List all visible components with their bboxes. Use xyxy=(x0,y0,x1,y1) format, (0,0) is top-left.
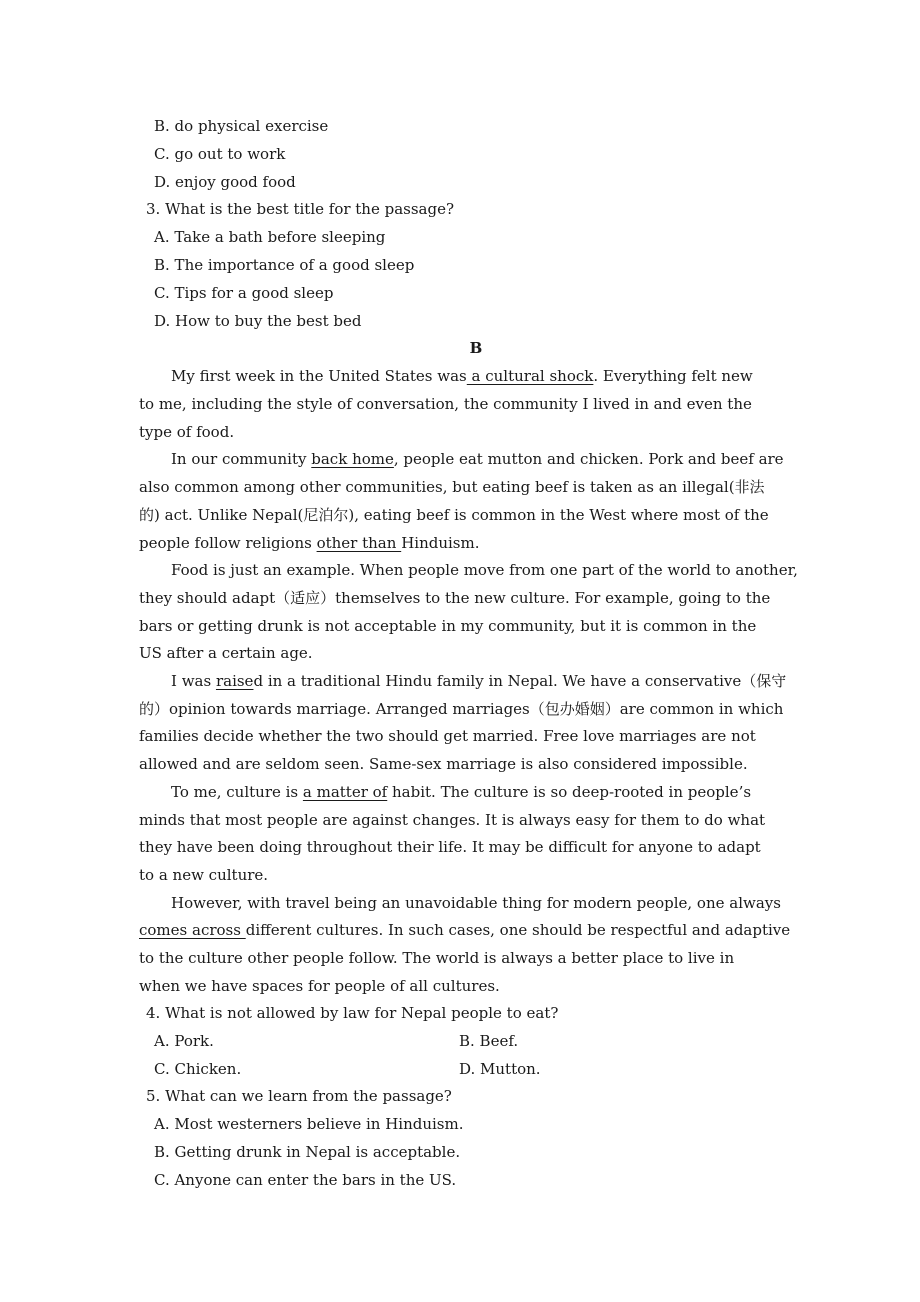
q3-question: 3. What is the best title for the passage? xyxy=(146,200,455,218)
paragraph-3-line-1: Food is just an example. When people move from one part of the world to another, xyxy=(171,561,798,579)
q2-option-b: B. do physical exercise xyxy=(154,117,329,135)
q4-option-b: B. Beef. xyxy=(459,1032,519,1050)
underlined-phrase: other than xyxy=(316,534,402,552)
paragraph-6-line-3: to the culture other people follow. The world is always a better place to live in xyxy=(139,949,735,967)
paragraph-2-line-4: people follow religions other than Hinduism. xyxy=(139,534,480,552)
paragraph-6-line-4: when we have spaces for people of all cultures. xyxy=(139,977,500,995)
q5-option-c: C. Anyone can enter the bars in the US. xyxy=(154,1171,457,1189)
underlined-phrase: comes across xyxy=(139,921,246,939)
paragraph-3-line-4: US after a certain age. xyxy=(139,644,313,662)
q3-option-b: B. The importance of a good sleep xyxy=(154,256,415,274)
q5-question: 5. What can we learn from the passage? xyxy=(146,1087,452,1105)
q2-option-c: C. go out to work xyxy=(154,145,286,163)
underlined-phrase: a matter of xyxy=(302,783,388,801)
paragraph-1-line-3: type of food. xyxy=(139,423,235,441)
paragraph-5-line-4: to a new culture. xyxy=(139,866,269,884)
paragraph-2-line-1: In our community back home, people eat mutton and chicken. Pork and beef are xyxy=(171,450,784,468)
paragraph-6-line-1: However, with travel being an unavoidable thing for modern people, one always xyxy=(171,894,781,912)
paragraph-5-line-2: minds that most people are against changes. It is always easy for them to do what xyxy=(139,811,766,829)
underlined-phrase: a cultural shock xyxy=(466,367,594,385)
paragraph-3-line-3: bars or getting drunk is not acceptable in my community, but it is common in the xyxy=(139,617,757,635)
paragraph-4-line-1: I was raised in a traditional Hindu family in Nepal. We have a conservative（保守 xyxy=(171,672,787,690)
underlined-phrase: back home xyxy=(311,450,394,468)
paragraph-4-line-4: allowed and are seldom seen. Same-sex marriage is also considered impossible. xyxy=(139,755,748,773)
paragraph-1-line-2: to me, including the style of conversation, the community I lived in and even the xyxy=(139,395,752,413)
paragraph-6-line-2: comes across different cultures. In such cases, one should be respectful and adaptive xyxy=(139,921,791,939)
q5-option-b: B. Getting drunk in Nepal is acceptable. xyxy=(154,1143,461,1161)
paragraph-2-line-2: also common among other communities, but eating beef is taken as an illegal(非法 xyxy=(139,478,765,496)
paragraph-4-line-2: 的）opinion towards marriage. Arranged marriages（包办婚姻）are common in which xyxy=(139,700,784,718)
q4-question: 4. What is not allowed by law for Nepal people to eat? xyxy=(146,1004,559,1022)
paragraph-5-line-3: they have been doing throughout their life. It may be difficult for anyone to adapt xyxy=(139,838,761,856)
q3-option-a: A. Take a bath before sleeping xyxy=(154,228,386,246)
paragraph-4-line-3: families decide whether the two should get married. Free love marriages are not xyxy=(139,727,756,745)
q2-option-d: D. enjoy good food xyxy=(154,173,296,191)
paragraph-3-line-2: they should adapt（适应）themselves to the new culture. For example, going to the xyxy=(139,589,771,607)
paragraph-2-line-3: 的) act. Unlike Nepal(尼泊尔), eating beef is common in the West where most of the xyxy=(139,506,769,524)
q4-option-d: D. Mutton. xyxy=(459,1060,541,1078)
paragraph-5-line-1: To me, culture is a matter of habit. The culture is so deep-rooted in people’s xyxy=(171,783,752,801)
section-heading: B xyxy=(469,339,483,357)
q3-option-d: D. How to buy the best bed xyxy=(154,312,362,330)
q3-option-c: C. Tips for a good sleep xyxy=(154,284,334,302)
q4-option-a: A. Pork. xyxy=(154,1032,214,1050)
underlined-phrase: raise xyxy=(215,672,254,690)
q5-option-a: A. Most westerners believe in Hinduism. xyxy=(154,1115,464,1133)
paragraph-1-line-1: My first week in the United States was a cultural shock. Everything felt new xyxy=(171,367,753,385)
q4-option-c: C. Chicken. xyxy=(154,1060,242,1078)
